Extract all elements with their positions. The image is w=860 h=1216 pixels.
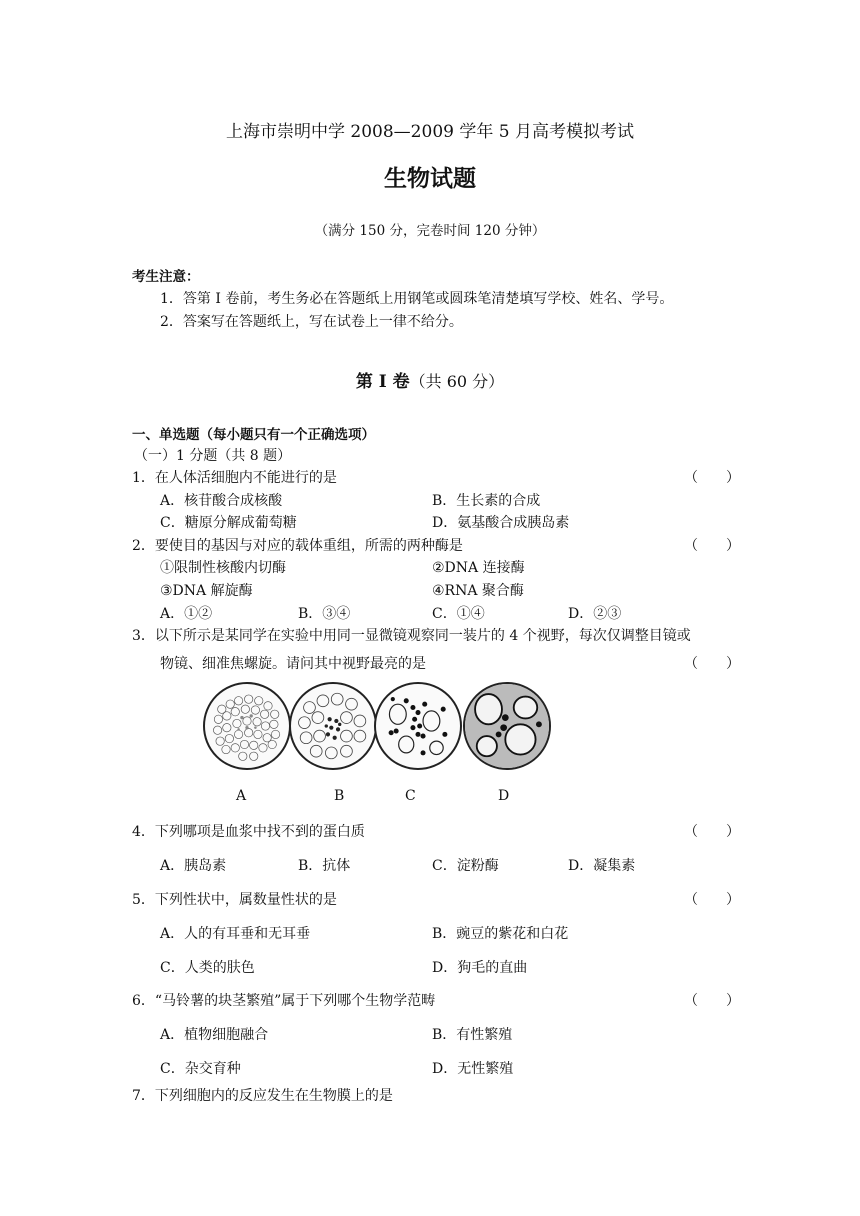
subject-title: 生物试题	[384, 166, 476, 192]
exam-info: （满分 150 分，完卷时间 120 分钟）	[314, 223, 546, 239]
microscope-view-d-drawing	[465, 684, 549, 768]
q5-option-a: A．人的有耳垂和无耳垂	[160, 926, 311, 942]
exam-title: 上海市崇明中学 2008—2009 学年 5 月高考模拟考试	[226, 122, 634, 142]
q2-option-a: A．①②	[160, 606, 213, 622]
q1-option-b: B．生长素的合成	[432, 493, 541, 509]
microscope-view-b	[289, 682, 377, 770]
question-5-stem: 5．下列性状中，属数量性状的是	[132, 892, 337, 908]
microscope-view-d	[463, 682, 551, 770]
q4-option-a: A．胰岛素	[160, 858, 227, 874]
q2-option-d: D．②③	[568, 606, 622, 622]
image-label-c: C	[405, 788, 416, 804]
q5-option-b: B．豌豆的紫花和白花	[432, 926, 569, 942]
q1-option-a: A．核苷酸合成核酸	[160, 493, 283, 509]
section-title	[0, 367, 860, 392]
question-3-stem-line2: 物镜、细准焦螺旋。请问其中视野最亮的是	[160, 656, 426, 672]
answer-paren-1: （ ）	[684, 470, 740, 486]
q2-item-4: ④RNA 聚合酶	[432, 583, 524, 599]
q6-option-b: B．有性繁殖	[432, 1027, 513, 1043]
microscope-view-c	[374, 682, 462, 770]
q6-option-a: A．植物细胞融合	[160, 1027, 269, 1043]
q4-option-b: B．抗体	[298, 858, 351, 874]
part1-subheading: （一）1 分题（共 8 题）	[134, 448, 292, 464]
q6-option-d: D．无性繁殖	[432, 1061, 514, 1077]
answer-paren-4: （ ）	[684, 824, 740, 840]
q2-item-3: ③DNA 解旋酶	[160, 583, 253, 599]
q4-option-d: D．凝集素	[568, 858, 636, 874]
question-4-stem: 4．下列哪项是血浆中找不到的蛋白质	[132, 824, 365, 840]
question-1-stem: 1．在人体活细胞内不能进行的是	[132, 470, 337, 486]
answer-paren-2: （ ）	[684, 538, 740, 554]
q2-item-2: ②DNA 连接酶	[432, 560, 525, 576]
answer-paren-5: （ ）	[684, 892, 740, 908]
question-7-stem: 7．下列细胞内的反应发生在生物膜上的是	[132, 1088, 393, 1104]
microscope-view-c-drawing	[376, 684, 460, 768]
notice-item-1: 1．答第 I 卷前，考生务必在答题纸上用钢笔或圆珠笔清楚填写学校、姓名、学号。	[160, 291, 674, 307]
part1-heading: 一、单选题（每小题只有一个正确选项）	[132, 427, 375, 443]
notice-item-2: 2．答案写在答题纸上，写在试卷上一律不给分。	[160, 314, 463, 330]
microscope-view-a	[203, 682, 291, 770]
answer-paren-3: （ ）	[684, 656, 740, 672]
q1-option-d: D．氨基酸合成胰岛素	[432, 515, 570, 531]
section-title-main: 第 Ⅰ 卷	[355, 372, 410, 392]
q4-option-c: C．淀粉酶	[432, 858, 499, 874]
q1-option-c: C．糖原分解成葡萄糖	[160, 515, 297, 531]
image-label-d: D	[498, 788, 510, 804]
section-title-sub: （共 60 分）	[409, 372, 505, 391]
q6-option-c: C．杂交育种	[160, 1061, 241, 1077]
q2-option-b: B．③④	[298, 606, 351, 622]
question-2-stem: 2．要使目的基因与对应的载体重组，所需的两种酶是	[132, 538, 463, 554]
question-6-stem: 6．“马铃薯的块茎繁殖”属于下列哪个生物学范畴	[132, 993, 436, 1009]
q2-option-c: C．①④	[432, 606, 485, 622]
q5-option-c: C．人类的肤色	[160, 960, 255, 976]
answer-paren-6: （ ）	[684, 993, 740, 1009]
microscope-view-b-drawing	[291, 684, 375, 768]
question-3-stem-line1: 3．以下所示是某同学在实验中用同一显微镜观察同一装片的 4 个视野，每次仅调整目镜或	[132, 628, 691, 644]
q2-item-1: ①限制性核酸内切酶	[160, 560, 286, 576]
image-label-a: A	[236, 788, 247, 804]
microscope-view-a-drawing	[205, 684, 289, 768]
q5-option-d: D．狗毛的直曲	[432, 960, 528, 976]
notice-heading: 考生注意：	[132, 269, 200, 285]
image-label-b: B	[334, 788, 345, 804]
